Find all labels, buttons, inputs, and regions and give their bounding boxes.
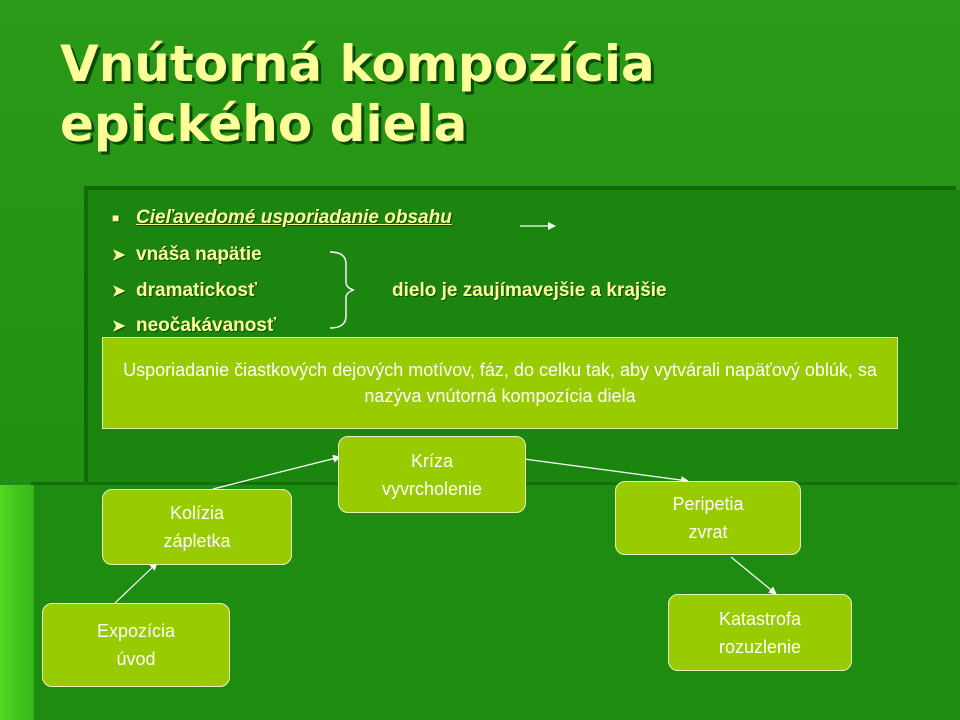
stage-name: Kríza — [410, 450, 453, 471]
background-accent-strip — [0, 485, 34, 720]
stage-name: Expozícia — [96, 621, 176, 641]
stage-box-kriza — [338, 436, 526, 513]
definition-text: Usporiadanie čiastkových dejových motívov, fáz, do celku tak, aby vytvárali napäťový oblúk, sa nazýva vnútorná kompozícia diela — [123, 360, 877, 406]
stage-box-kolizia — [102, 489, 292, 565]
arrow-bullet-icon: ➤ — [112, 318, 126, 335]
stage-meaning: úvod — [116, 649, 156, 669]
stage-box-expozicia — [42, 603, 230, 687]
result-text: dielo je zaujímavejšie a krajšie — [392, 280, 667, 301]
slide-title: Vnútorná kompozícia epického diela — [60, 35, 655, 153]
bullet-text: vnáša napätie — [136, 244, 262, 265]
bullet-text: dramatickosť — [136, 280, 258, 301]
stage-meaning: zvrat — [688, 522, 728, 542]
stage-meaning: rozuzlenie — [718, 636, 802, 657]
square-bullet-icon: ■ — [112, 211, 120, 225]
arrow-bullet-icon: ➤ — [112, 283, 126, 300]
bullet-item — [112, 203, 452, 233]
stage-box-peripetia — [615, 481, 801, 555]
definition-box — [102, 337, 898, 429]
stage-name: Peripetia — [672, 494, 744, 514]
bullet-item — [112, 240, 262, 270]
bullet-text: neočakávanosť — [136, 315, 277, 336]
stage-box-katastrofa — [668, 594, 852, 671]
stage-name: Kolízia — [169, 503, 225, 523]
bullet-item — [112, 276, 257, 306]
stage-meaning: vyvrcholenie — [381, 478, 483, 499]
stage-name: Katastrofa — [718, 608, 802, 629]
stage-meaning: zápletka — [163, 531, 231, 551]
bullet-text: Cieľavedomé usporiadanie obsahu — [136, 207, 452, 228]
arrow-bullet-icon: ➤ — [112, 247, 126, 264]
